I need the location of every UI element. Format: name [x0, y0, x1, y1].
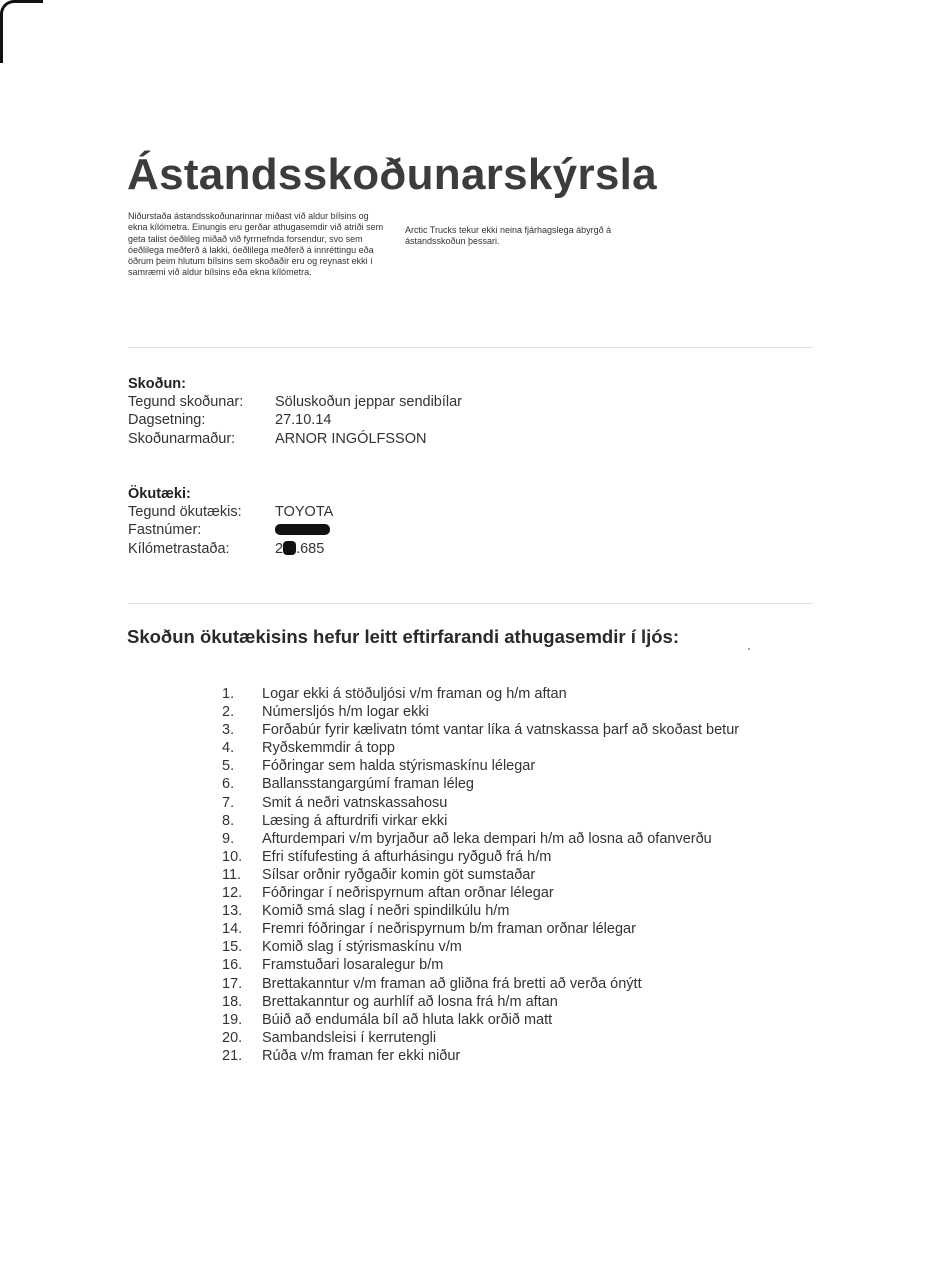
item-number: 18.	[222, 993, 243, 1010]
page-corner-mark	[0, 0, 43, 63]
item-number: 7.	[222, 794, 235, 811]
item-text: Búið að endumála bíl að hluta lakk orðið matt	[262, 1011, 553, 1028]
item-number: 16.	[222, 957, 243, 974]
liability-note: Arctic Trucks tekur ekki neina fjárhagslega ábyrgð á ástandsskoðun þessari.	[405, 225, 612, 247]
inspection-section	[128, 375, 628, 448]
list-item	[222, 866, 739, 884]
list-item	[222, 938, 739, 956]
list-item	[222, 703, 739, 721]
item-number: 15.	[222, 939, 243, 956]
field-label: Dagsetning:	[128, 412, 206, 429]
field-row	[128, 540, 628, 558]
inspection-title: Skoðun:	[128, 376, 186, 392]
item-text: Fóðringar sem halda stýrismaskínu lélegar	[262, 758, 536, 775]
item-text: Ryðskemmdir á topp	[262, 740, 395, 757]
item-number: 21.	[222, 1047, 243, 1064]
item-number: 12.	[222, 885, 243, 902]
vehicle-section	[128, 485, 628, 558]
item-text: Fremri fóðringar í neðrispyrnum b/m framan orðnar lélegar	[262, 921, 636, 938]
list-item	[222, 830, 739, 848]
item-number: 10.	[222, 848, 243, 865]
list-item	[222, 685, 739, 703]
list-item	[222, 902, 739, 920]
field-label: Fastnúmer:	[128, 522, 202, 539]
list-item	[222, 739, 739, 757]
redaction-mark	[275, 524, 330, 535]
redaction-mark	[283, 541, 296, 555]
item-text: Forðabúr fyrir kælivatn tómt vantar líka á vatnskassa þarf að skoðast betur	[262, 722, 740, 739]
list-item	[222, 848, 739, 866]
field-value: Söluskoðun jeppar sendibílar	[275, 394, 463, 410]
item-text: Sílsar orðnir ryðgaðir komin göt sumstaðar	[262, 866, 536, 883]
item-text: Brettakanntur og aurhlíf að losna frá h/m aftan	[262, 993, 558, 1010]
item-text: Fóðringar í neðrispyrnum aftan orðnar lélegar	[262, 885, 554, 902]
item-number: 6.	[222, 776, 235, 793]
item-number: 9.	[222, 830, 235, 847]
item-number: 8.	[222, 812, 235, 829]
item-number: 1.	[222, 686, 235, 702]
mileage-suffix: .685	[296, 540, 325, 557]
item-text: Efri stífufesting á afturhásingu ryðguð frá h/m	[262, 848, 552, 865]
item-number: 5.	[222, 758, 235, 775]
item-number: 20.	[222, 1029, 243, 1046]
item-text: Komið slag í stýrismaskínu v/m	[262, 939, 462, 956]
item-text: Logar ekki á stöðuljósi v/m framan og h/m aftan	[262, 686, 567, 702]
findings-heading: Skoðun ökutækisins hefur leitt eftirfarandi athugasemdir í ljós:	[127, 626, 680, 647]
list-item	[222, 721, 739, 739]
list-item	[222, 757, 739, 775]
field-label: Tegund skoðunar:	[128, 394, 244, 410]
document-title: Ástandsskoðunarskýrsla	[127, 150, 657, 199]
list-item	[222, 884, 739, 902]
item-text: Sambandsleisi í kerrutengli	[262, 1029, 437, 1046]
list-item	[222, 993, 739, 1011]
field-row	[128, 411, 628, 429]
field-value	[275, 521, 330, 539]
divider	[128, 603, 813, 604]
field-row	[128, 521, 628, 539]
item-number: 17.	[222, 975, 243, 992]
item-text: Smit á neðri vatnskassahosu	[262, 794, 448, 811]
list-item	[222, 794, 739, 812]
item-text: Rúða v/m framan fer ekki niður	[262, 1047, 461, 1064]
field-row	[128, 430, 628, 448]
field-value: TOYOTA	[275, 504, 334, 520]
list-item	[222, 1011, 739, 1029]
field-label: Tegund ökutækis:	[128, 504, 242, 520]
item-text: Brettakanntur v/m framan að gliðna frá bretti að verða ónýtt	[262, 975, 642, 992]
list-item	[222, 920, 739, 938]
field-row	[128, 393, 628, 411]
list-item	[222, 1047, 739, 1065]
field-label: Kílómetrastaða:	[128, 540, 230, 557]
item-number: 13.	[222, 903, 243, 920]
list-item	[222, 812, 739, 830]
mileage-prefix: 2	[275, 540, 284, 557]
divider	[128, 347, 813, 348]
item-number: 2.	[222, 704, 235, 721]
list-item	[222, 975, 739, 993]
item-text: Læsing á afturdrifi virkar ekki	[262, 812, 448, 829]
list-item	[222, 956, 739, 974]
list-item	[222, 1029, 739, 1047]
item-text: Komið smá slag í neðri spindilkúlu h/m	[262, 903, 510, 920]
item-number: 4.	[222, 740, 235, 757]
item-text: Framstuðari losaralegur b/m	[262, 957, 444, 974]
item-number: 11.	[222, 866, 242, 883]
item-number: 3.	[222, 722, 235, 739]
field-value: 27.10.14	[275, 412, 332, 429]
item-number: 19.	[222, 1011, 243, 1028]
findings-list	[222, 685, 739, 1065]
item-number: 14.	[222, 921, 243, 938]
field-value	[275, 540, 324, 558]
vehicle-title: Ökutæki:	[128, 486, 191, 502]
scan-speck	[748, 648, 750, 650]
item-text: Ballansstangargúmí framan léleg	[262, 776, 474, 793]
field-row	[128, 503, 628, 521]
list-item	[222, 775, 739, 793]
item-text: Afturdempari v/m byrjaður að leka dempari h/m að losna að ofanverðu	[262, 830, 712, 847]
field-label: Skoðunarmaður:	[128, 430, 236, 447]
item-text: Númersljós h/m logar ekki	[262, 704, 429, 721]
disclaimer-text: Niðurstaða ástandsskoðunarinnar miðast við aldur bílsins og ekna kílómetra. Einungis eru gerðar athugasemdir við atriði sem geta talist óeðlileg miðað við fyrrnefnda forsendur, svo sem óeðlilega meðferð á lakki, óeðlilega meðferð á innréttingu eða öðrum þeim hlutum bílsins sem skoðaðir eru og reynast ekki í samræmi við aldur bílsins eða ekna kílómetra.	[128, 211, 384, 278]
field-value: ARNOR INGÓLFSSON	[275, 430, 427, 447]
